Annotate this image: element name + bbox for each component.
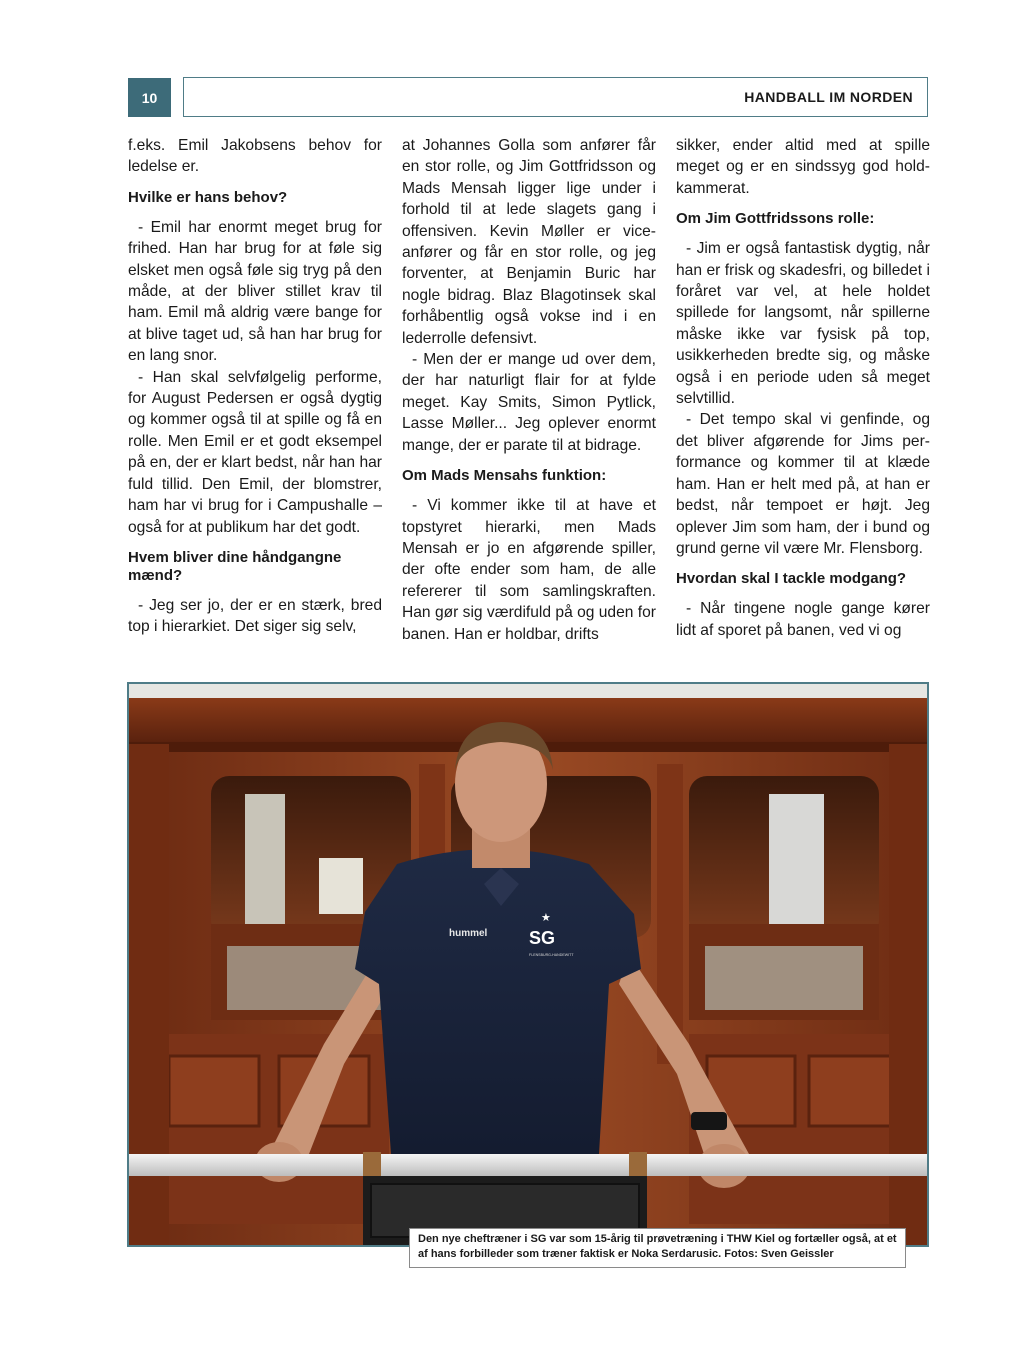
question-heading: Hvordan skal I tackle modgang? — [676, 570, 907, 588]
paragraph: at Johannes Golla som anfører får en stor rolle, og Jim Gottfridsson og Mads Mensah ligger lige under i forhold til at lede slagets gang i offensiven. Kevin Møller er viceanfører og får en stor rolle, og jeg forventer, at Benjamin Buric har nogle bidrag. Blaz Blagotinsek skal forhåbentlig også vokse ind i en lederrolle defensivt. — [402, 137, 656, 347]
question-heading: Om Jim Gottfridssons rolle: — [676, 210, 875, 228]
photo-caption: Den nye cheftræner i SG var som 15-årig til prøvetræning i THW Kiel og fortæller også, at et af hans forbilleder som træner faktisk er Noka Serdarusic. Fotos: Sven Geissler — [409, 1228, 906, 1268]
paragraph: - Emil har enormt meget brug for frihed. Han har brug for at føle sig elsket men også føle sig tryg på den måde, at der bliver stillet krav til ham. Emil må aldrig være bange for at blive taget ud, så han har brug for en lang snor. — [128, 218, 382, 365]
paragraph: - Han skal selvfølgelig performe, for August Pedersen er også dygtig og kommer også til at spille og få en rolle. Men Emil er et godt eksempel på en, der er klart bedst, når han har fuld tillid. Den Emil, der blomstrer, ham har vi brug for i Campushalle – også for at publikum har det godt. — [128, 368, 382, 536]
question-heading: Om Mads Mensahs funktion: — [402, 467, 607, 485]
shirt-brand-text: hummel — [449, 928, 488, 939]
star-icon: ★ — [541, 911, 551, 924]
paragraph: - Det tempo skal vi genfinde, og det bliver afgørende for Jims performance og kommer til at klæde ham. Han er helt med på, at han er bedst, når tempoet er højt. Jeg oplever Jim som ham, der i bund og grund gerne vil være Mr. Flensborg. — [676, 411, 930, 557]
article-column-3 — [676, 135, 930, 670]
article-column-1 — [128, 135, 382, 670]
shirt-logo-subtext: FLENSBURG-HANDEWITT — [529, 953, 574, 957]
paragraph: - Når tingene nogle gange kører lidt af sporet på banen, ved vi og — [676, 600, 930, 639]
paragraph: sikker, ender altid med at spille meget og er en sindssyg god holdkammerat. — [676, 137, 930, 197]
page-number: 10 — [128, 78, 171, 117]
paragraph: - Jim er også fantastisk dygtig, når han er frisk og skadesfri, og billedet i foråret var vel, at hele holdet spillede for langsomt, når spillerne måske ikke var fysisk på top, usikkerheden bredte sig, og måske også i en periode uden så meget selvtillid. — [676, 240, 930, 408]
coach-photo — [127, 682, 929, 1247]
paragraph: f.eks. Emil Jakobsens behov for ledelse er. — [128, 137, 382, 176]
paragraph: - Vi kommer ikke til at have et topstyret hierarki, men Mads Mensah er jo en afgørende spiller, der ofte ender som ham, de alle refererer til som samlingskraften. Han gør sig værdifuld på og uden for banen. Han er holdbar, drifts — [402, 497, 656, 643]
section-title: HANDBALL IM NORDEN — [744, 89, 913, 105]
question-heading: Hvilke er hans behov? — [128, 188, 288, 206]
photo-illustration — [129, 684, 927, 1245]
shirt-logo-text: SG — [529, 928, 556, 948]
paragraph: - Jeg ser jo, der er en stærk, bred top i hierarkiet. Det siger sig selv, — [128, 596, 382, 636]
question-heading: Hvem bliver dine håndgangne mænd? — [128, 548, 342, 584]
paragraph: - Men der er mange ud over dem, der har naturligt flair for at fylde meget. Kay Smits, Simon Pytlick, Lasse Møller... Jeg oplever enormt mange, der er parate til at bidrage. — [402, 351, 656, 454]
article-column-2 — [402, 135, 656, 670]
section-header — [183, 77, 928, 117]
